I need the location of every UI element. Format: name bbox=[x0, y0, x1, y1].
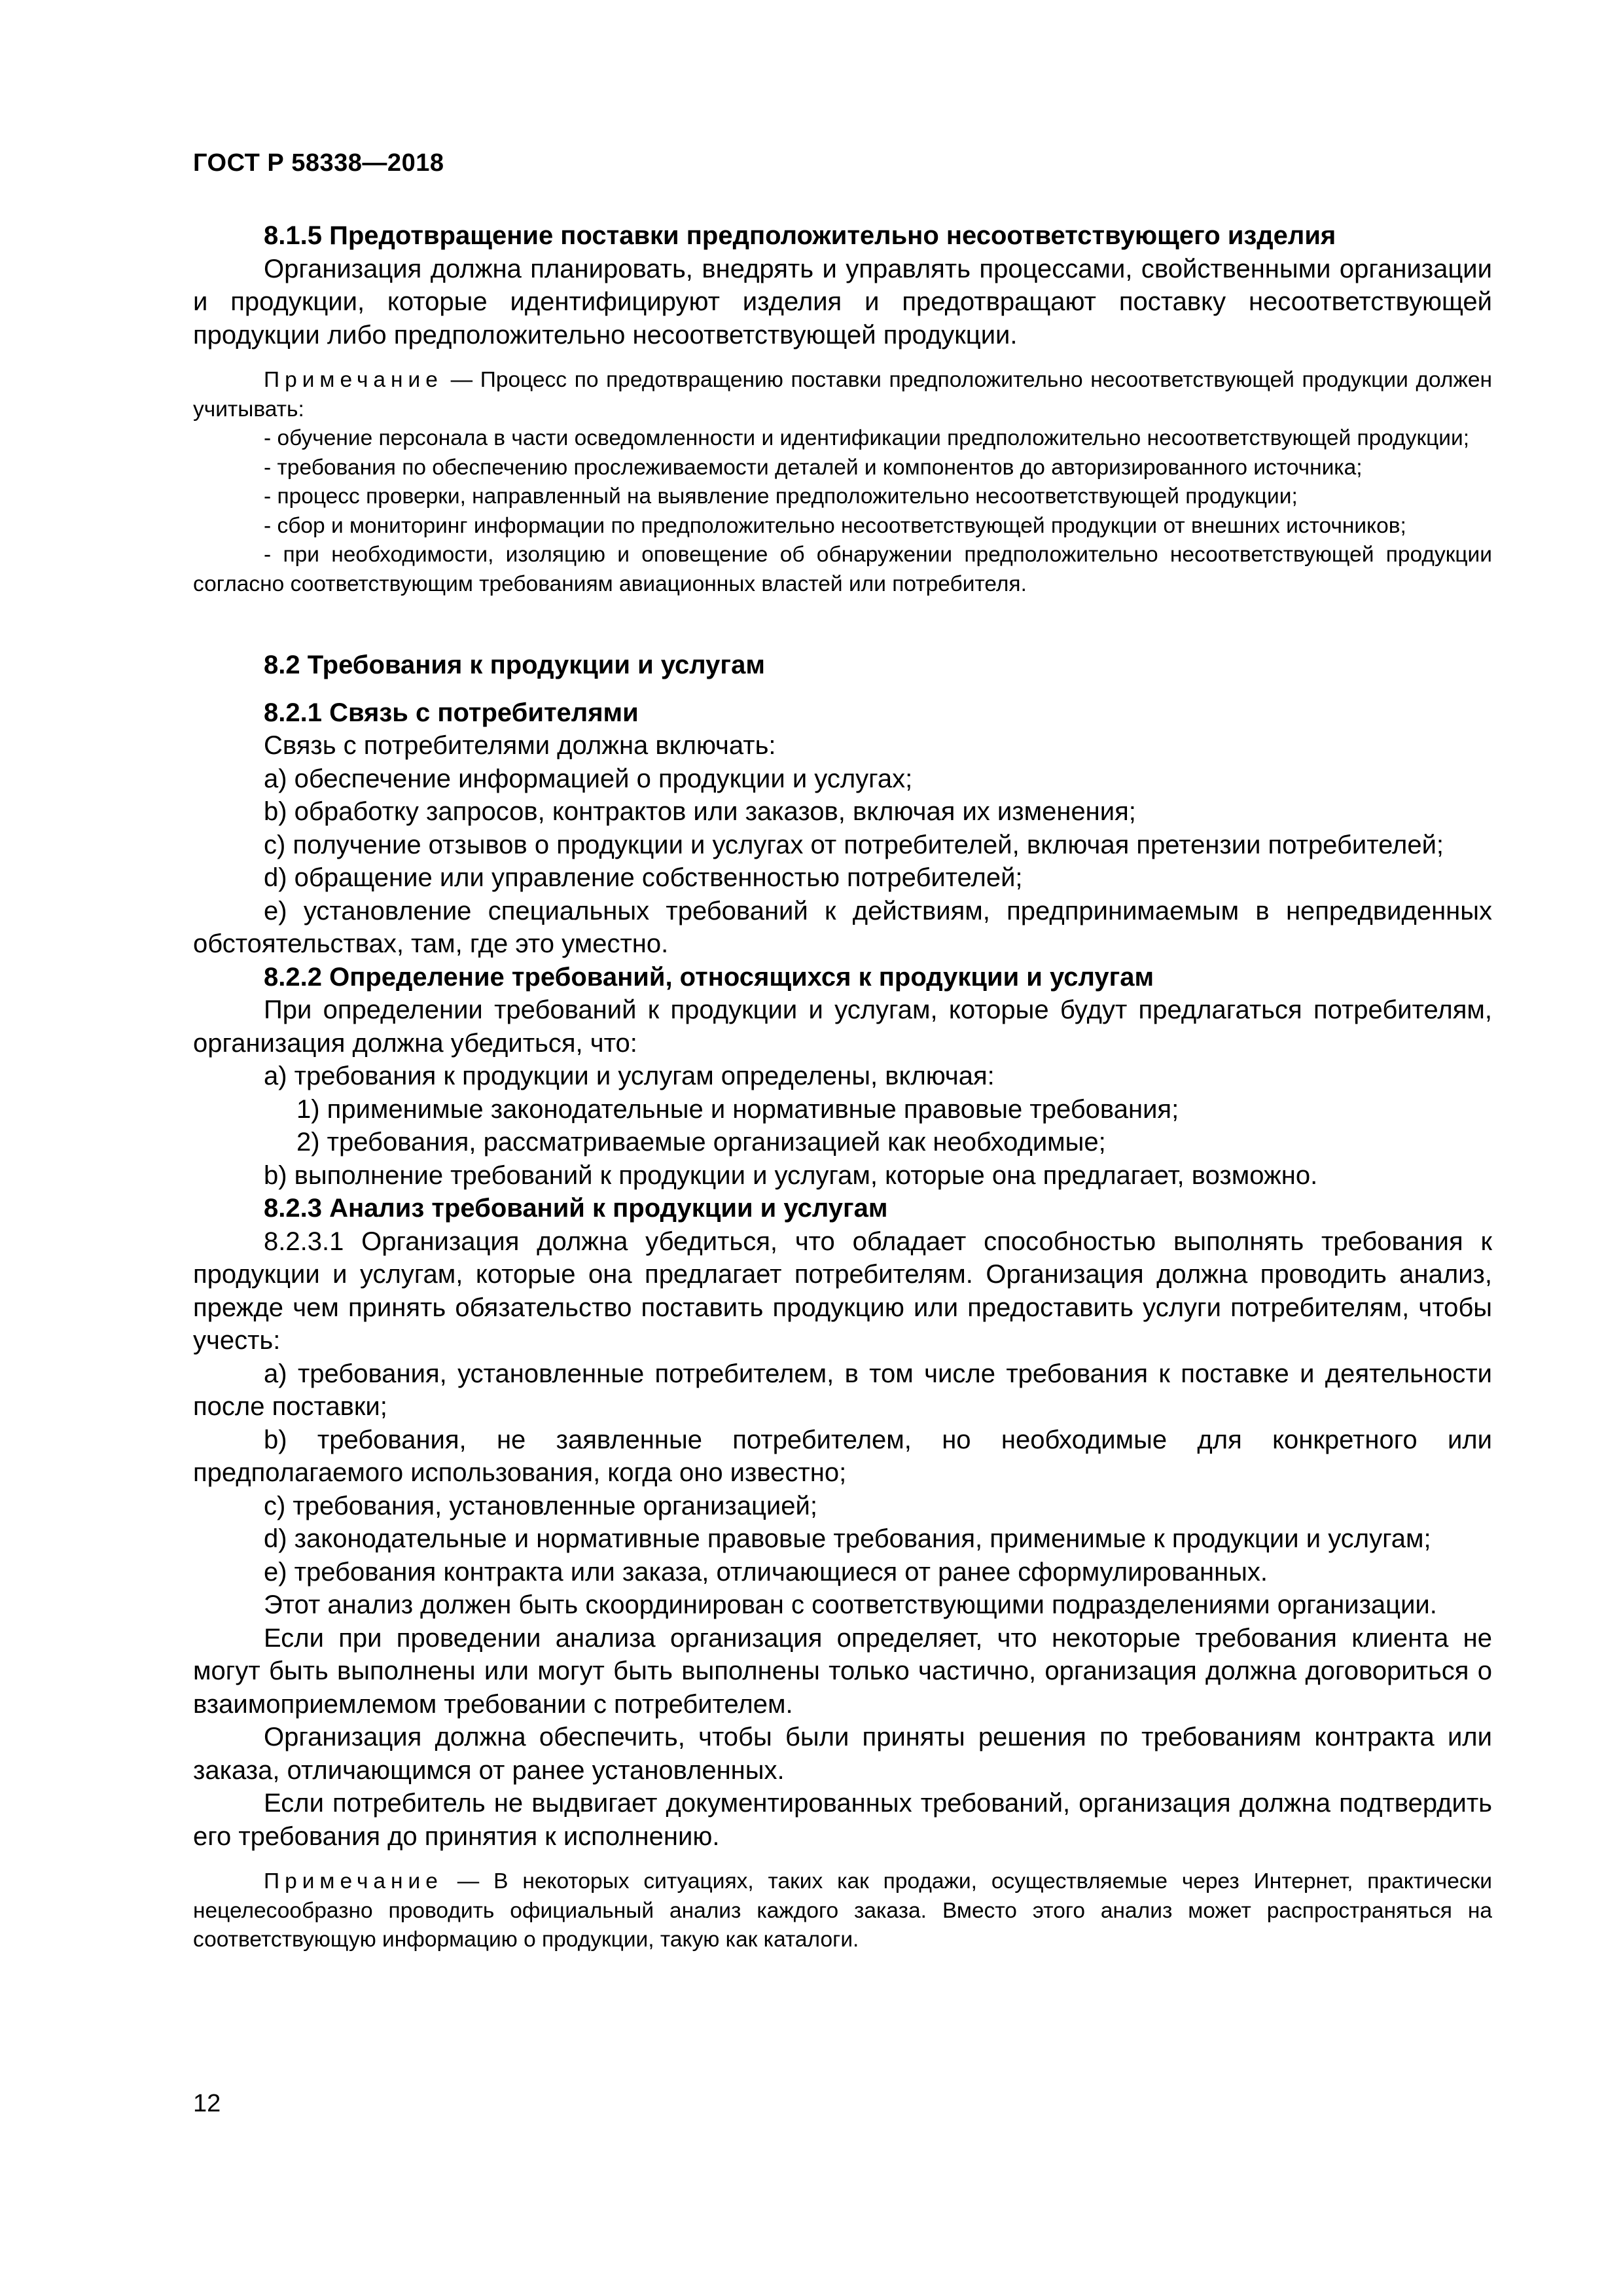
note bbox=[193, 1867, 1492, 1955]
sub-list-item: 1) применимые законодательные и нормативные правовые требования; bbox=[296, 1094, 1179, 1124]
section-8-1-5-title: 8.1.5 Предотвращение поставки предположительно несоответствующего изделия bbox=[264, 221, 1336, 250]
list-item: b) обработку запросов, контрактов или заказов, включая их изменения; bbox=[264, 797, 1136, 826]
list-item: а) обеспечение информацией о продукции и услугах; bbox=[264, 764, 913, 793]
list-item: с) требования, установленные организацией; bbox=[264, 1491, 817, 1520]
note-list-item: - обучение персонала в части осведомленности и идентификации предположительно несоответствующей продукции; bbox=[264, 426, 1470, 450]
list-item: а) требования, установленные потребителем, в том числе требования к поставке и деятельности после поставки; bbox=[193, 1359, 1492, 1421]
note-list-item: - сбор и мониторинг информации по предположительно несоответствующей продукции от внешних источников; bbox=[264, 513, 1406, 538]
note-list-item: - при необходимости, изоляцию и оповещение об обнаружении предположительно несоответствующей продукции согласно соответствующим требованиям авиационных властей или потребителя. bbox=[193, 543, 1492, 596]
paragraph: Если при проведении анализа организация определяет, что некоторые требования клиента не могут быть выполнены или могут быть выполнены только частично, организация должна договориться о взаимоприемлемом требовании с потребителем. bbox=[193, 1623, 1492, 1719]
list-item: е) установление специальных требований к действиям, предпринимаемым в непредвиденных обстоятельствах, там, где это уместно. bbox=[193, 896, 1492, 958]
paragraph: Этот анализ должен быть скоординирован с соответствующими подразделениями организации. bbox=[264, 1590, 1437, 1619]
paragraph: Если потребитель не выдвигает документированных требований, организация должна подтвердить его требования до принятия к исполнению. bbox=[193, 1789, 1492, 1851]
section-8-2-title: 8.2 Требования к продукции и услугам bbox=[264, 651, 765, 679]
note-text: — В некоторых ситуациях, таких как продажи, осуществляемые через Интернет, практически нецелесообразно проводить официальный анализ каждого заказа. Вместо этого анализ может распространяться на соответствующую информацию о продукции, такую как каталоги. bbox=[193, 1869, 1492, 1952]
list-item: b) выполнение требований к продукции и услугам, которые она предлагает, возможно. bbox=[264, 1160, 1318, 1190]
sub-list-item: 2) требования, рассматриваемые организацией как необходимые; bbox=[296, 1128, 1106, 1157]
list-item: d) законодательные и нормативные правовые требования, применимые к продукции и услугам; bbox=[264, 1524, 1431, 1553]
paragraph: 8.2.3.1 Организация должна убедиться, что обладает способностью выполнять требования к продукции и услугам, которые она предлагает потребителям. Организация должна проводить анализ, прежде чем принять обязательство поставить продукцию или предоставить услуги потребителям, чтобы учесть: bbox=[193, 1227, 1492, 1355]
paragraph: Организация должна планировать, внедрять и управлять процессами, свойственными организации и продукции, которые идентифицируют изделия и предотвращают поставку несоответствующей продукции либо предположительно несоответствующей продукции. bbox=[193, 254, 1492, 350]
note-label: Примечание bbox=[264, 368, 443, 392]
list-item: с) получение отзывов о продукции и услугах от потребителей, включая претензии потребителей; bbox=[264, 830, 1444, 859]
list-item: а) требования к продукции и услугам определены, включая: bbox=[264, 1062, 995, 1090]
paragraph: Связь с потребителями должна включать: bbox=[264, 731, 776, 760]
note-text: — Процесс по предотвращению поставки предположительно несоответствующей продукции должен учитывать: bbox=[193, 368, 1492, 422]
list-item: b) требования, не заявленные потребителем, но необходимые для конкретного или предполагаемого использования, когда оно известно; bbox=[193, 1425, 1492, 1487]
note bbox=[193, 366, 1492, 424]
list-item: d) обращение или управление собственностью потребителей; bbox=[264, 863, 1023, 892]
note-list-item: - процесс проверки, направленный на выявление предположительно несоответствующей продукции; bbox=[264, 484, 1298, 509]
page-number: 12 bbox=[193, 2090, 221, 2117]
document-code-header: ГОСТ Р 58338—2018 bbox=[193, 149, 444, 177]
list-item: е) требования контракта или заказа, отличающиеся от ранее сформулированных. bbox=[264, 1557, 1268, 1587]
section-8-2-2-title: 8.2.2 Определение требований, относящихся к продукции и услугам bbox=[264, 962, 1154, 992]
paragraph: Организация должна обеспечить, чтобы были приняты решения по требованиям контракта или заказа, отличающимся от ранее установленных. bbox=[193, 1723, 1492, 1785]
note-list-item: - требования по обеспечению прослеживаемости деталей и компонентов до авторизированного источника; bbox=[264, 455, 1363, 480]
document-body bbox=[193, 219, 1492, 1955]
section-8-2-3-title: 8.2.3 Анализ требований к продукции и услугам bbox=[264, 1194, 888, 1223]
note-label: Примечание bbox=[264, 1869, 443, 1893]
paragraph: При определении требований к продукции и услугам, которые будут предлагаться потребителям, организация должна убедиться, что: bbox=[193, 996, 1492, 1058]
section-8-2-1-title: 8.2.1 Связь с потребителями bbox=[264, 698, 639, 727]
